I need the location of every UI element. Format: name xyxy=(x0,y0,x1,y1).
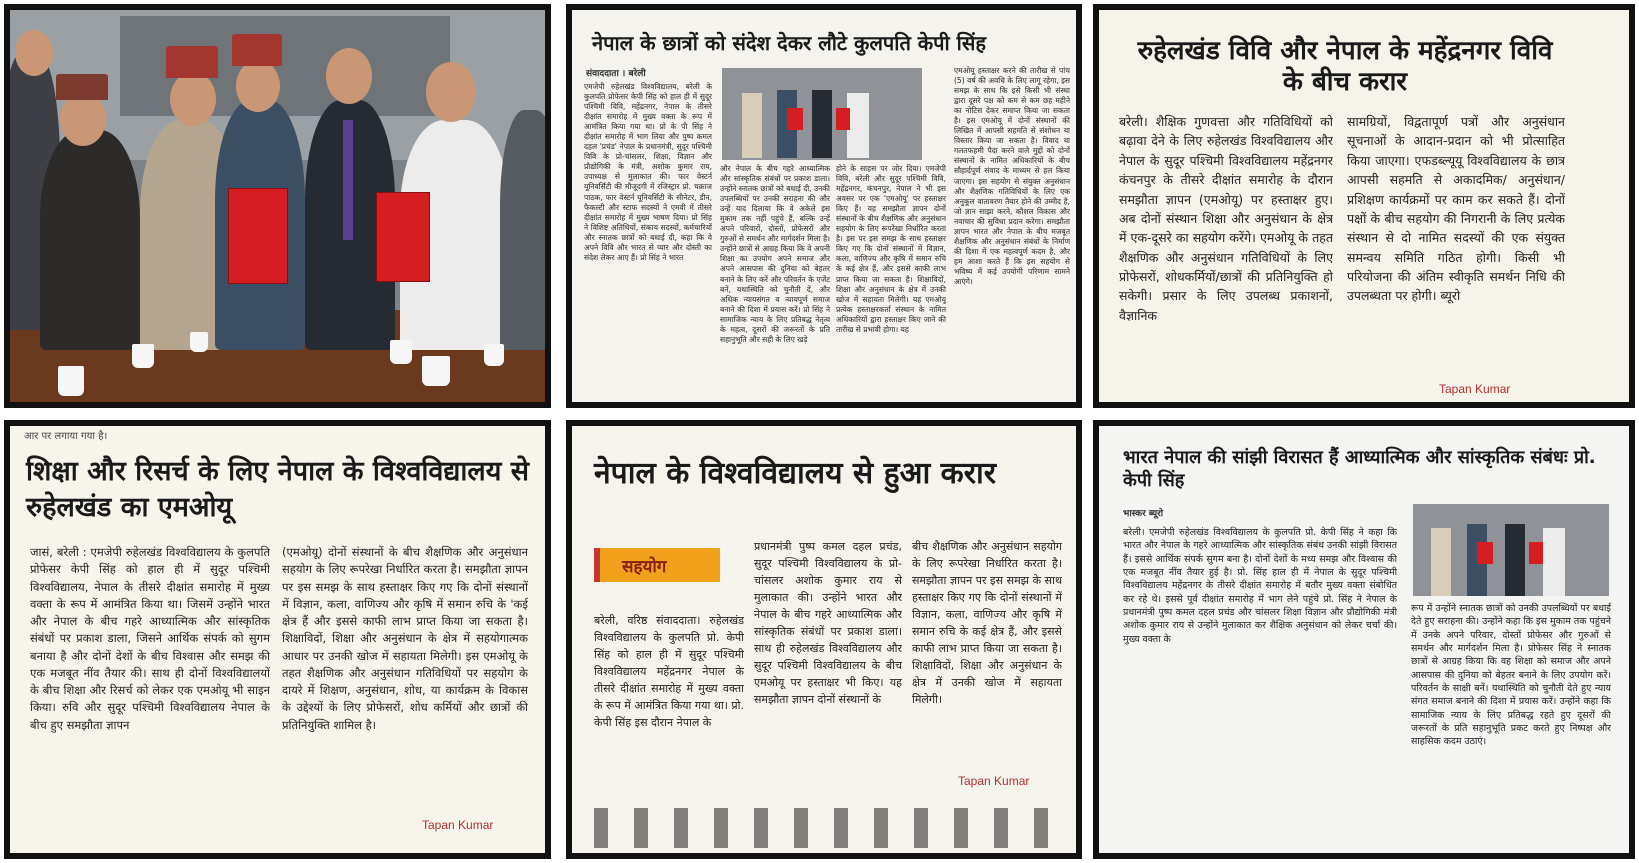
clip5-badge-label: सहयोग xyxy=(622,557,667,577)
clip2-col3: होने के साहस पर जोर दिया। एमजेपी विवि, बरेली और सुदूर पश्चिमी विवि, महेंद्रनगर, कंचनपुर, नेपाल ने भी इस अवसर पर एक 'एमओयू' पर हस्ताक्षर किए हैं। यह समझौता ज्ञापन दोनों संस्थानों के बीच शैक्षणिक और अनुसंधान सहयोग के लिए रूपरेखा निर्धारित करता है। इस पर इस समझ के साथ हस्ताक्षर किए गए कि दोनों संस्थानों में विज्ञान, कला, वाणिज्य और कृषि में समान रुचि के कई क्षेत्र हैं, और इससे काफी लाभ प्राप्त किया जा सकता है। शिक्षाविदों, शिक्षा और अनुसंधान के क्षेत्र में उनकी खोज में सहायता मिलेगी। यह एमओयू प्रत्येक हस्ताक्षरकर्ता संस्थान के नामित अधिकारियों द्वारा हस्ताक्षर किए जाने की तारीख से प्रभावी होगा। यह xyxy=(836,164,946,334)
clip2-headline: नेपाल के छात्रों को संदेश देकर लौटे कुलपति केपी सिंह xyxy=(592,31,986,55)
clip5-badge xyxy=(594,548,720,582)
clip2-col1: एमजेपी रुहेलखंड विश्वविद्यालय, बरेली के कुलपति प्रोफेसर केपी सिंह को हाल ही में सुदूर पश्चिमी विवि, महेंद्रनगर, नेपाल के तीसरे दीक्षांत समारोह में मुख्य वक्ता के रूप में आमंत्रित किया गया था। प्रो के पी सिंह ने दीक्षांत समारोह में भाग लिया और पुष्प कमल दहल 'प्रचंड' नेपाल के प्रधानमंत्री, सुदूर पश्चिमी विवि के प्रो-चांसलर, शिक्षा, विज्ञान और प्रौद्योगिकी के मंत्री, अशोक कुमार राय, उपाध्यक्ष से मुलाकात की। फार वेस्टर्न यूनिवर्सिटी की मौजूदगी में रजिस्ट्रार प्रो. चक्राज पाठक, फार वेस्टर्न यूनिवर्सिटी के सीनेटर, डीन, फैकल्टी और स्टाफ सदस्यों ने एमवी में तीसरे दीक्षांत समारोह में मुख्य भाषण दिया। प्रो सिंह ने विशिष्ट अतिथियों, संकाय सदस्यों, कर्मचारियों और स्नातक छात्रों को बधाई दी, कहा कि वे अपने विवि और भारत से प्यार और दोस्ती का संदेश लेकर आए हैं। प्रो सिंह ने भारत xyxy=(584,82,712,262)
clip5-col2: प्रधानमंत्री पुष्प कमल दहल प्रचंड, सुदूर पश्चिमी विश्वविद्यालय के प्रो-चांसलर अशोक कुमार राय से मुलाकात की। उन्होंने भारत और नेपाल के बीच गहरे आध्यात्मिक और सांस्कृतिक संबंधों पर प्रकाश डाला। साथ ही रुहेलखंड विश्वविद्यालय और सुदूर पश्चिमी विश्वविद्यालय के बीच एमओयू पर हस्ताक्षर भी किए। यह समझौता ज्ञापन दोनों संस्थानों के xyxy=(754,540,902,707)
clip3-headline: रुहेलखंड विवि और नेपाल के महेंद्रनगर विवि के बीच करार xyxy=(1137,36,1553,97)
clip6-photo xyxy=(1413,504,1609,596)
clip2-photo xyxy=(722,68,922,160)
clip4-headline: शिक्षा और रिसर्च के लिए नेपाल के विश्वविद्यालय से रुहेलखंड का एमओयू xyxy=(26,456,530,523)
clip4-col2: (एमओयू) दोनों संस्थानों के बीच शैक्षणिक और अनुसंधान सहयोग के लिए रूपरेखा निर्धारित करता है। समझौता ज्ञापन पर इस समझ के साथ हस्ताक्षर किए गए कि दोनों संस्थानों में विज्ञान, कला, वाणिज्य और कृषि में समान रुचि के 'कई क्षेत्र हैं और इससे काफी लाभ प्राप्त किया जा सकता है। शिक्षाविदों, शिक्षा और अनुसंधान के क्षेत्र में सहयोगात्मक आधार पर उनकी खोज में सहायता मिलेगी। इस एमओयू के तहत शैक्षणिक और अनुसंधान गतिविधियों पर सहयोग के दायरे में शिक्षण, अनुसंधान, शोध, या कार्यक्रम के विकास के उद्देश्यों के लिए प्रोफेसरों, शोध कर्मियों और छात्रों की प्रतिनियुक्ति शामिल है। xyxy=(282,545,528,732)
mou-folder-right xyxy=(376,192,430,282)
clip6-byline: भास्कर ब्यूरो xyxy=(1123,509,1164,519)
clip4-col1: जासं, बरेली : एमजेपी रुहेलखंड विश्वविद्यालय के कुलपति प्रोफेसर केपी सिंह को हाल ही में सुदूर पश्चिमी विश्वविद्यालय, नेपाल के तीसरे दीक्षांत समारोह में मुख्य वक्ता के रूप में आमंत्रित किया था। जिसमें उन्होंने भारत और नेपाल के बीच गहरे आध्यात्मिक और सांस्कृतिक संबंधों पर प्रकाश डाला, जिसने आर्थिक संपर्क को सुगम बनाया है और दोनों देशों के बीच विश्वास और समझ की एक मजबूत नींव तैयार की। साथ ही दोनों विश्वविद्यालयों के बीच शिक्षा और रिसर्च को लेकर एक एमओयू भी साइन किया। रुवि और सुदूर पश्चिमी विश्वविद्यालय नेपाल के बीच हुए समझौता ज्ञापन xyxy=(30,545,270,732)
clip4-credit: Tapan Kumar xyxy=(422,818,494,832)
clip5-headline: नेपाल के विश्वविद्यालय से हुआ करार xyxy=(594,456,997,491)
clip3-col1: बरेली। शैक्षिक गुणवत्ता और गतिविधियों को बढ़ावा देने के लिए रुहेलखंड विश्वविद्यालय और नेपाल के सुदूर पश्चिमी विश्वविद्यालय महेंद्रनगर कंचनपुर के तीसरे दीक्षांत समारोह के दौरान समझौता ज्ञापन (एमओयू) पर हस्ताक्षर हुए। अब दोनों संस्थान शिक्षा और अनुसंधान के क्षेत्र में एक-दूसरे का सहयोग करेंगे। एमओयू के तहत शैक्षणिक और अनुसंधान गतिविधियों के लिए प्रोफेसरों, शोधकर्मियों/छात्रों की प्रतिनियुक्ति हो सकेगी। प्रसार के लिए उपलब्ध प्रकाशनों, वैज्ञानिक xyxy=(1119,114,1333,323)
clip5-credit: Tapan Kumar xyxy=(958,774,1030,788)
person-7 xyxy=(500,110,545,350)
clipping-panel-4 xyxy=(4,420,551,859)
mou-folder-left xyxy=(228,188,288,284)
clip3-col2: सामग्रियों, विद्वतापूर्ण पत्रों और अनुसंधान सूचनाओं के आदान-प्रदान को भी प्रोत्साहित किया जाएगा। एफडब्ल्यूयू विश्वविद्यालय के छात्र आपसी सहमति से अकादमिक/ अनुसंधान/ प्रशिक्षण कार्यक्रमों पर काम कर सकते हैं। दोनों पक्षों के बीच सहयोग की निगरानी के लिए प्रत्येक संस्थान से दो नामित सदस्यों की एक संयुक्त समन्वय समिति गठित होगी। किसी भी परियोजना की अंतिम स्वीकृति समर्थन निधि की उपलब्धता पर होगी। ब्यूरो xyxy=(1347,114,1565,304)
clip6-headline: भारत नेपाल की सांझी विरासत हैं आध्यात्मिक और सांस्कृतिक संबंधः प्रो. केपी सिंह xyxy=(1123,447,1596,492)
clip4-top-fragment: आर पर लगाया गया है। xyxy=(24,431,108,442)
clipping-panel-3 xyxy=(1093,4,1635,408)
person-2 xyxy=(40,130,140,350)
clip2-col4: एमओयू हस्ताक्षर करने की तारीख से पांच (5) वर्ष की अवधि के लिए लागू रहेगा, इस समझ के साथ कि इसे किसी भी संस्था द्वारा दूसरे पक्ष को कम से कम छह महीने का नोटिस देकर समाप्त किया जा सकता है। इस एमओयू में दोनों संस्थानों की लिखित में आपसी सहमति से संशोधन या विस्तार किया जा सकता है। विवाद या गलतफहमी पैदा करने वाले मुद्दों को दोनों संस्थानों के नामित अधिकारियों के बीच सौहार्दपूर्ण संवाद के माध्यम से हल किया जाएगा। इस सहयोग से संयुक्त अनुसंधान और शैक्षणिक गतिविधियों के लिए एक अनुकूल वातावरण तैयार होने की उम्मीद है, जो ज्ञान साझा करने, कौशल विकास और नवाचार की सुविधा प्रदान करेगा। समझौता ज्ञापन भारत और नेपाल के बीच मजबूत शैक्षणिक और अनुसंधान संबंधों के निर्माण की दिशा में एक महत्वपूर्ण कदम है, और हम आशा करते हैं कि इस सहयोग से भविष्य में कई उपयोगी परिणाम सामने आएंगे। xyxy=(954,66,1070,286)
clip5-col1: बरेली, वरिष्ठ संवाददाता। रुहेलखंड विश्वविद्यालय के कुलपति प्रो. केपी सिंह को हाल ही में सुदूर पश्चिमी विश्वविद्यालय महेंद्रनगर नेपाल के तीसरे दीक्षांत समारोह में मुख्य वक्ता के रूप में आमंत्रित किया गया था। प्रो. केपी सिंह इस दौरान नेपाल के xyxy=(594,614,744,730)
clip2-col2: और नेपाल के बीच गहरे आध्यात्मिक और सांस्कृतिक संबंधों पर प्रकाश डाला। उन्होंने स्नातक छात्रों को बधाई दी, उनकी उपलब्धियों पर उनकी सराहना की और उन्हें याद दिलाया कि वे अकेले इस मुकाम तक नहीं पहुंचे हैं, बल्कि उन्हें अपने परिवारों, दोस्तों, प्रोफेसरों और गुरुओं से समर्थन और मार्गदर्शन मिला है। उन्होंने छात्रों से आग्रह किया कि वे अपनी शिक्षा का उपयोग अपने समाज और अपने आसपास की दुनिया को बेहतर बनाने के लिए करें और परिवर्तन के एजेंट बनें, यथास्थिति को चुनौती दें, और अधिक न्यायसंगत व न्यायपूर्ण समाज बनाने की दिशा में प्रयास करें। प्रो सिंह ने सामाजिक न्याय के लिए प्रतिबद्ध नेतृत्व के महत्व, दूसरों की जरूरतों के प्रति सहानुभूति और सही के लिए खड़े xyxy=(720,164,830,344)
clip2-byline: संवाददाता । बरेली xyxy=(586,69,646,79)
clip5-col3: बीच शैक्षणिक और अनुसंधान सहयोग के लिए रूपरेखा निर्धारित करता है। समझौता ज्ञापन पर इस समझ के साथ हस्ताक्षर किए गए कि दोनों संस्थानों में विज्ञान, कला, वाणिज्य और कृषि में समान रुचि के कई क्षेत्र हैं, और इससे काफी लाभ प्राप्त किया जा सकता है। शिक्षाविदों, शिक्षा और अनुसंधान के क्षेत्र में उनकी खोज में सहायता मिलेगी। xyxy=(912,540,1062,707)
clipping-panel-2 xyxy=(566,4,1082,408)
clip6-col2: रूप में उन्होंने स्नातक छात्रों को उनकी उपलब्धियों पर बधाई देते हुए सराहना की। उन्होंने कहा कि इस मुकाम तक पहुंचने में उनके अपने परिवार, दोस्तों प्रोफेसर और गुरुओं से समर्थन और मार्गदर्शन मिला है। प्रोफेसर सिंह ने स्नातक छात्रों से आग्रह किया कि वह शिक्षा को समाज और अपने आसपास की दुनिया को बेहतर बनाने के लिए उपयोग करें। परिवर्तन के साक्षी बनें। यथास्थिति को चुनौती देते हुए न्याय संगत समाज बनाने की दिशा में प्रयास करें। उन्होंने कहा कि सामाजिक न्याय के लिए प्रतिबद्ध रहते हुए दूसरों की जरूरतों के प्रति सहानुभूति प्रकट करते हुए निष्पक्ष और साहसिक कदम उठाएं। xyxy=(1411,603,1611,748)
clipping-panel-5 xyxy=(566,420,1082,859)
clipping-panel-6 xyxy=(1093,420,1635,859)
photo-panel xyxy=(4,4,551,408)
clip6-col1: बरेली। एमजेपी रुहेलखंड विश्वविद्यालय के कुलपति प्रो. केपी सिंह ने कहा कि भारत और नेपाल के गहरे आध्यात्मिक और सांस्कृतिक संबंध उनकी सांझी विरासत हैं। इससे आर्थिक संपर्क सुगम बना है। दोनों देशों के मध्य समझ और विश्वास की एक मजबूत नींव तैयार हुई है। प्रो. सिंह हाल ही में नेपाल के सुदूर पश्चिमी विश्वविद्यालय महेंद्रनगर के तीसरे दीक्षांत समारोह में बतौर मुख्य वक्ता संबोधित कर रहे थे। इससे पूर्व दीक्षांत समारोह में भाग लेने पहुंचे प्रो. सिंह ने नेपाल के प्रधानमंत्री पुष्प कमल दहल प्रचंड और चांसलर शिक्षा विज्ञान और प्रौद्योगिकी मंत्री अशोक कुमार राय से उन्होंने मुलाकात कर शैक्षिक अनुसंधान को लेकर चर्चा की। मुख्य वक्ता के xyxy=(1123,527,1397,645)
mou-signing-photo xyxy=(10,10,545,402)
clip3-credit: Tapan Kumar xyxy=(1439,382,1511,396)
